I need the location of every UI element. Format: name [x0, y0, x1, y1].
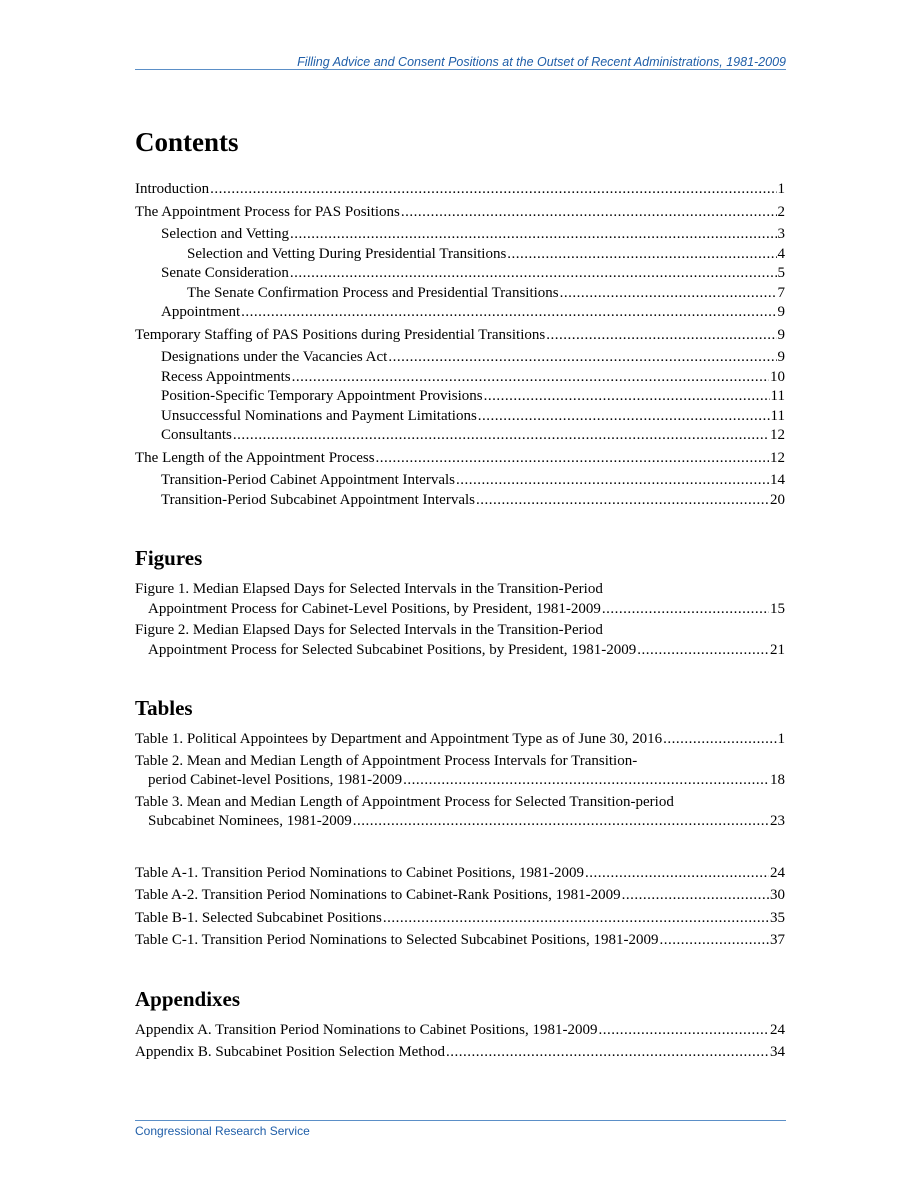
- toc-entry-title-line2: Appointment Process for Cabinet-Level Positions, by President, 1981-2009: [148, 600, 601, 617]
- toc-entry[interactable]: [135, 864, 785, 884]
- contents-heading: Contents: [135, 127, 239, 157]
- leader-dots: [241, 303, 776, 323]
- toc-entry[interactable]: [135, 368, 785, 388]
- toc-entry[interactable]: [135, 730, 785, 750]
- toc-entry-title: Table A-2. Transition Period Nominations to Cabinet-Rank Positions, 1981-2009: [135, 887, 621, 903]
- toc-entry[interactable]: [135, 621, 785, 660]
- footer-rule: [135, 1120, 786, 1121]
- toc-entry[interactable]: [135, 931, 785, 951]
- leader-dots: [233, 426, 769, 446]
- toc-entry-page: 24: [770, 1021, 785, 1038]
- toc-entry-title: Table 1. Political Appointees by Department and Appointment Type as of June 30, 2016: [135, 731, 663, 747]
- toc-entry-title: Introduction: [135, 181, 210, 197]
- toc-entry-page: 2: [777, 203, 785, 220]
- toc-entry-title: Appointment: [161, 304, 241, 320]
- toc-entry[interactable]: [135, 752, 785, 791]
- toc-entry[interactable]: [135, 264, 785, 284]
- toc-entry[interactable]: [135, 426, 785, 446]
- toc-entry-page: 3: [777, 226, 785, 242]
- toc-entry-title: The Appointment Process for PAS Positions: [135, 203, 400, 220]
- leader-dots: [585, 864, 769, 884]
- toc-entry-title-line2: Subcabinet Nominees, 1981-2009: [148, 813, 352, 829]
- toc-entry[interactable]: [135, 284, 785, 304]
- toc-entry-title: The Senate Confirmation Process and Presidential Transitions: [187, 284, 559, 301]
- leader-dots: [507, 245, 776, 265]
- leader-dots: [403, 771, 769, 791]
- spacer: [135, 832, 785, 864]
- toc-entry-page: 7: [777, 284, 785, 301]
- toc-entry[interactable]: [135, 449, 785, 469]
- toc-entry-title-line1: Figure 2. Median Elapsed Days for Selected Intervals in the Transition-Period: [135, 622, 603, 638]
- toc-entry-title: Selection and Vetting: [161, 226, 290, 242]
- toc-entry-page: 20: [770, 491, 785, 508]
- leader-dots: [456, 471, 769, 491]
- footer-org: Congressional Research Service: [135, 1124, 310, 1138]
- toc-entry-title-line2: period Cabinet-level Positions, 1981-2009: [148, 772, 403, 788]
- toc-entry[interactable]: [135, 245, 785, 265]
- leader-dots: [388, 348, 776, 368]
- toc-entry[interactable]: [135, 909, 785, 929]
- toc-entry-title: Transition-Period Subcabinet Appointment Intervals: [161, 491, 475, 508]
- contents-list: [135, 180, 785, 510]
- toc-entry[interactable]: [135, 303, 785, 323]
- leader-dots: [292, 368, 769, 388]
- toc-entry-page: 9: [777, 349, 785, 365]
- toc-entry-title: Table B-1. Selected Subcabinet Positions: [135, 909, 382, 926]
- leader-dots: [560, 284, 777, 304]
- leader-dots: [376, 449, 769, 469]
- leader-dots: [210, 180, 776, 200]
- toc-entry-page: 12: [770, 449, 785, 466]
- toc-entry-page: 30: [770, 887, 785, 903]
- appendixes-heading: Appendixes: [135, 986, 241, 1011]
- spacer: [135, 951, 785, 983]
- toc-entry-title: Consultants: [161, 427, 232, 443]
- spacer: [135, 510, 785, 542]
- toc-entry[interactable]: [135, 348, 785, 368]
- running-header: Filling Advice and Consent Positions at the Outset of Recent Administrations, 1981-2009: [297, 55, 786, 69]
- toc-entry-title: The Length of the Appointment Process: [135, 449, 375, 466]
- toc-entry[interactable]: [135, 886, 785, 906]
- figures-list: [135, 580, 785, 660]
- toc-entry-page: 1: [777, 181, 785, 197]
- toc-entry-title: Transition-Period Cabinet Appointment Intervals: [161, 472, 456, 488]
- spacer: [135, 660, 785, 692]
- toc-entry[interactable]: [135, 580, 785, 619]
- toc-entry-page: 1: [777, 731, 785, 747]
- tables-heading: Tables: [135, 696, 193, 720]
- toc-entry[interactable]: [135, 203, 785, 223]
- toc-entry-page: 18: [770, 772, 785, 788]
- leader-dots: [353, 812, 769, 832]
- leader-dots: [602, 600, 769, 620]
- toc-entry-page: 24: [770, 864, 785, 881]
- tables-list: [135, 730, 785, 951]
- leader-dots: [663, 730, 776, 750]
- toc-entry-page: 12: [770, 427, 785, 443]
- toc-entry-title: Position-Specific Temporary Appointment Provisions: [161, 388, 483, 404]
- toc-entry-title-line2: Appointment Process for Selected Subcabinet Positions, by President, 1981-2009: [148, 641, 637, 658]
- toc-entry-title-line1: Table 3. Mean and Median Length of Appointment Process for Selected Transition-period: [135, 793, 674, 810]
- leader-dots: [290, 225, 776, 245]
- toc-entry[interactable]: [135, 407, 785, 427]
- toc-entry-page: 5: [777, 265, 785, 281]
- toc-entry-title: Table C-1. Transition Period Nominations to Selected Subcabinet Positions, 1981-2009: [135, 932, 659, 948]
- toc-entry-title: Appendix B. Subcabinet Position Selection Method: [135, 1044, 445, 1060]
- toc-entry[interactable]: [135, 491, 785, 511]
- leader-dots: [546, 326, 776, 346]
- toc-content: [135, 120, 785, 1063]
- toc-entry[interactable]: [135, 471, 785, 491]
- toc-entry-page: 9: [777, 304, 785, 320]
- toc-entry[interactable]: [135, 180, 785, 200]
- leader-dots: [383, 909, 769, 929]
- leader-dots: [476, 491, 769, 511]
- toc-entry[interactable]: [135, 1021, 785, 1041]
- leader-dots: [401, 203, 777, 223]
- toc-entry-title: Appendix A. Transition Period Nominations to Cabinet Positions, 1981-2009: [135, 1021, 598, 1038]
- toc-entry-title-line1: Figure 1. Median Elapsed Days for Selected Intervals in the Transition-Period: [135, 581, 603, 597]
- leader-dots: [622, 886, 769, 906]
- toc-entry-page: 9: [777, 326, 785, 343]
- toc-entry-page: 4: [777, 245, 785, 262]
- header-rule: [135, 69, 786, 70]
- toc-entry-page: 10: [770, 368, 785, 385]
- toc-entry-title: Temporary Staffing of PAS Positions during Presidential Transitions: [135, 326, 546, 343]
- leader-dots: [290, 264, 777, 284]
- leader-dots: [484, 387, 770, 407]
- toc-entry-title: Selection and Vetting During Presidential Transitions: [187, 245, 507, 262]
- appendixes-list: [135, 1021, 785, 1063]
- toc-entry-page: 23: [770, 813, 785, 829]
- leader-dots: [637, 641, 769, 661]
- leader-dots: [599, 1021, 769, 1041]
- toc-entry-page: 35: [770, 909, 785, 926]
- toc-entry[interactable]: [135, 793, 785, 832]
- toc-entry-title: Designations under the Vacancies Act: [161, 349, 388, 365]
- toc-entry[interactable]: [135, 387, 785, 407]
- toc-entry-page: 11: [770, 388, 785, 404]
- toc-entry[interactable]: [135, 225, 785, 245]
- toc-entry-title-line1: Table 2. Mean and Median Length of Appointment Process Intervals for Transition-: [135, 752, 638, 769]
- toc-entry-page: 15: [770, 600, 785, 617]
- leader-dots: [478, 407, 770, 427]
- toc-entry-title: Table A-1. Transition Period Nominations to Cabinet Positions, 1981-2009: [135, 864, 584, 881]
- toc-entry-page: 21: [770, 641, 785, 658]
- toc-entry[interactable]: [135, 1043, 785, 1063]
- toc-entry-page: 34: [770, 1044, 785, 1060]
- toc-entry-page: 11: [770, 407, 785, 424]
- toc-entry-title: Unsuccessful Nominations and Payment Limitations: [161, 407, 477, 424]
- leader-dots: [660, 931, 769, 951]
- toc-entry-title: Recess Appointments: [161, 368, 291, 385]
- leader-dots: [446, 1043, 769, 1063]
- figures-heading: Figures: [135, 546, 203, 570]
- toc-entry-page: 14: [770, 472, 785, 488]
- toc-entry-title: Senate Consideration: [161, 265, 289, 281]
- toc-entry[interactable]: [135, 326, 785, 346]
- toc-entry-page: 37: [770, 932, 785, 948]
